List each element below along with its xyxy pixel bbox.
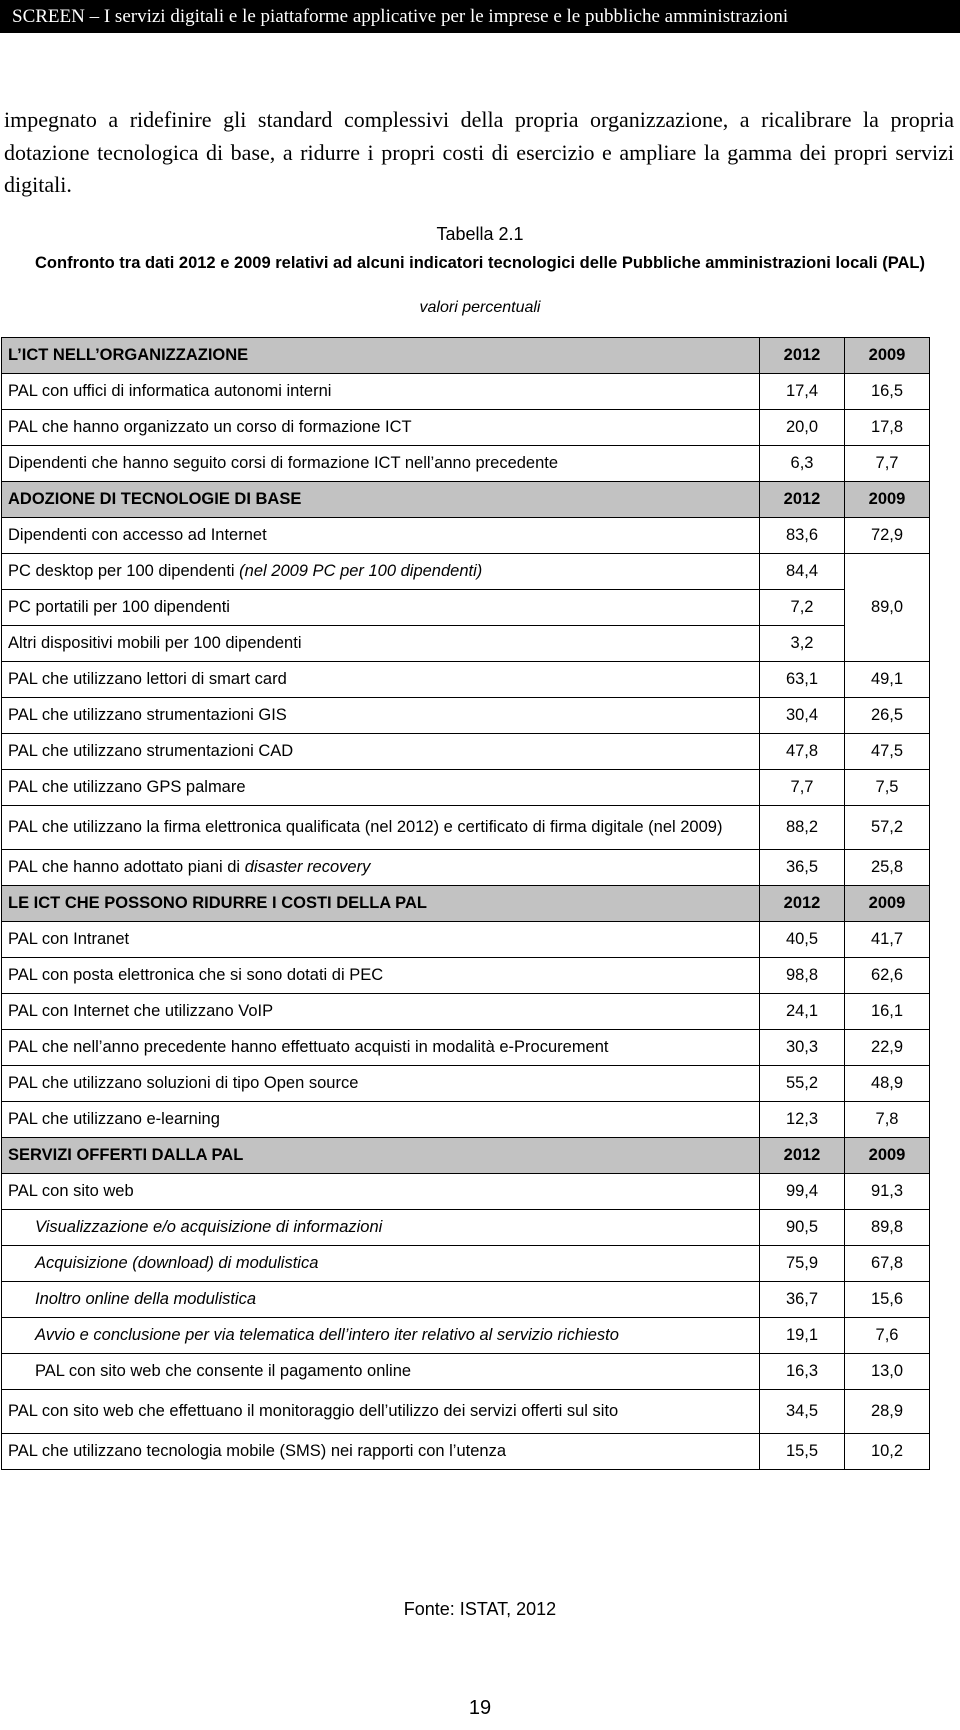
value-2012: 63,1	[760, 662, 845, 698]
column-header-2009: 2009	[845, 1138, 930, 1174]
row-label: PC portatili per 100 dipendenti	[2, 590, 760, 626]
row-label	[2, 850, 760, 886]
row-label: PAL che nell’anno precedente hanno effettuato acquisti in modalità e-Procurement	[2, 1030, 760, 1066]
value-2012: 30,4	[760, 698, 845, 734]
row-label-emphasis: disaster recovery	[244, 858, 371, 876]
table-row	[2, 850, 930, 886]
table-row	[2, 1282, 930, 1318]
table-row	[2, 554, 930, 590]
value-2012: 7,7	[760, 770, 845, 806]
indicators-table	[1, 337, 930, 1470]
column-header-2009: 2009	[845, 886, 930, 922]
table-caption-title: Confronto tra dati 2012 e 2009 relativi ad alcuni indicatori tecnologici delle Pubbliche amministrazioni locali (PAL)	[35, 254, 925, 272]
table-row	[2, 698, 930, 734]
row-label: PAL che utilizzano soluzioni di tipo Open source	[2, 1066, 760, 1102]
row-label: Dipendenti con accesso ad Internet	[2, 518, 760, 554]
row-label: PAL con uffici di informatica autonomi interni	[2, 374, 760, 410]
column-header-2012: 2012	[760, 338, 845, 374]
table-row	[2, 410, 930, 446]
section-title: LE ICT CHE POSSONO RIDURRE I COSTI DELLA PAL	[2, 886, 760, 922]
value-2009: 67,8	[845, 1246, 930, 1282]
value-2009: 62,6	[845, 958, 930, 994]
value-2012: 84,4	[760, 554, 845, 590]
value-2009: 16,1	[845, 994, 930, 1030]
row-label: Visualizzazione e/o acquisizione di informazioni	[2, 1210, 760, 1246]
value-2009: 7,7	[845, 446, 930, 482]
value-2012: 24,1	[760, 994, 845, 1030]
value-2009: 47,5	[845, 734, 930, 770]
value-2009: 15,6	[845, 1282, 930, 1318]
table-row	[2, 662, 930, 698]
value-2012: 47,8	[760, 734, 845, 770]
value-2012: 40,5	[760, 922, 845, 958]
value-2012: 36,7	[760, 1282, 845, 1318]
table-row	[2, 590, 930, 626]
row-label: PAL con sito web che consente il pagamento online	[2, 1354, 760, 1390]
table-row	[2, 446, 930, 482]
value-2012: 30,3	[760, 1030, 845, 1066]
value-2012: 3,2	[760, 626, 845, 662]
table-row	[2, 1434, 930, 1470]
row-label: PAL che utilizzano e-learning	[2, 1102, 760, 1138]
value-2009: 25,8	[845, 850, 930, 886]
value-2009: 22,9	[845, 1030, 930, 1066]
table-row	[2, 1174, 930, 1210]
value-2012: 15,5	[760, 1434, 845, 1470]
value-2009: 13,0	[845, 1354, 930, 1390]
page-number: 19	[468, 1697, 492, 1719]
row-label: PAL che utilizzano strumentazioni GIS	[2, 698, 760, 734]
value-2012: 16,3	[760, 1354, 845, 1390]
row-label: PAL con posta elettronica che si sono dotati di PEC	[2, 958, 760, 994]
row-label: Altri dispositivi mobili per 100 dipendenti	[2, 626, 760, 662]
table-caption-label: Tabella 2.1	[436, 224, 524, 244]
value-2009: 41,7	[845, 922, 930, 958]
column-header-2012: 2012	[760, 1138, 845, 1174]
row-label: Dipendenti che hanno seguito corsi di formazione ICT nell’anno precedente	[2, 446, 760, 482]
row-label: PAL che hanno organizzato un corso di formazione ICT	[2, 410, 760, 446]
value-2009: 89,8	[845, 1210, 930, 1246]
column-header-2012: 2012	[760, 886, 845, 922]
value-2012: 17,4	[760, 374, 845, 410]
value-2012: 98,8	[760, 958, 845, 994]
value-2009: 48,9	[845, 1066, 930, 1102]
table-caption-subtitle: valori percentuali	[419, 299, 541, 316]
section-title: L’ICT NELL’ORGANIZZAZIONE	[2, 338, 760, 374]
table-source: Fonte: ISTAT, 2012	[403, 1599, 557, 1619]
table-row	[2, 1210, 930, 1246]
value-2012: 83,6	[760, 518, 845, 554]
row-label: PAL che utilizzano la firma elettronica qualificata (nel 2012) e certificato di firma digitale (nel 2009)	[2, 806, 760, 850]
column-header-2012: 2012	[760, 482, 845, 518]
value-2009: 49,1	[845, 662, 930, 698]
section-header-organizzazione	[2, 338, 930, 374]
table-row	[2, 1066, 930, 1102]
row-label: PAL con sito web che effettuano il monitoraggio dell’utilizzo dei servizi offerti sul sito	[2, 1390, 760, 1434]
table-row	[2, 734, 930, 770]
table-row	[2, 958, 930, 994]
value-2012: 88,2	[760, 806, 845, 850]
table-row	[2, 1030, 930, 1066]
section-header-tecnologie-di-base	[2, 482, 930, 518]
row-label-note: (nel 2009 PC per 100 dipendenti)	[239, 562, 483, 580]
row-label: Inoltro online della modulistica	[2, 1282, 760, 1318]
value-2012: 36,5	[760, 850, 845, 886]
section-header-riduzione-costi	[2, 886, 930, 922]
value-2009: 16,5	[845, 374, 930, 410]
column-header-2009: 2009	[845, 338, 930, 374]
value-2009: 28,9	[845, 1390, 930, 1434]
value-2009: 91,3	[845, 1174, 930, 1210]
value-2012: 90,5	[760, 1210, 845, 1246]
value-2012: 7,2	[760, 590, 845, 626]
row-label: PAL che utilizzano strumentazioni CAD	[2, 734, 760, 770]
value-2012: 20,0	[760, 410, 845, 446]
row-label-text: PAL che hanno adottato piani di	[8, 858, 245, 876]
table-row	[2, 806, 930, 850]
row-label	[2, 554, 760, 590]
table-row	[2, 374, 930, 410]
value-2009: 7,8	[845, 1102, 930, 1138]
value-2009: 57,2	[845, 806, 930, 850]
row-label-text: PC desktop per 100 dipendenti	[8, 562, 240, 580]
row-label: PAL che utilizzano GPS palmare	[2, 770, 760, 806]
section-title: ADOZIONE DI TECNOLOGIE DI BASE	[2, 482, 760, 518]
value-2012: 19,1	[760, 1318, 845, 1354]
table-row	[2, 1102, 930, 1138]
value-2009-merged: 89,0	[845, 554, 930, 662]
table-row	[2, 922, 930, 958]
value-2009: 17,8	[845, 410, 930, 446]
table-row	[2, 1246, 930, 1282]
value-2012: 6,3	[760, 446, 845, 482]
row-label: PAL con sito web	[2, 1174, 760, 1210]
table-row	[2, 518, 930, 554]
value-2012: 99,4	[760, 1174, 845, 1210]
value-2012: 12,3	[760, 1102, 845, 1138]
value-2009: 72,9	[845, 518, 930, 554]
row-label: PAL che utilizzano lettori di smart card	[2, 662, 760, 698]
document-header: SCREEN – I servizi digitali e le piattaforme applicative per le imprese e le pubbliche amministrazioni	[0, 0, 960, 33]
column-header-2009: 2009	[845, 482, 930, 518]
value-2009: 10,2	[845, 1434, 930, 1470]
table-row	[2, 1354, 930, 1390]
section-header-servizi	[2, 1138, 930, 1174]
body-paragraph: impegnato a ridefinire gli standard complessivi della propria organizzazione, a ricalibrare la propria dotazione tecnologica di base, a ridurre i propri costi di esercizio e ampliare la gamma dei propri servizi digitali.	[4, 107, 954, 197]
table-row	[2, 770, 930, 806]
value-2009: 26,5	[845, 698, 930, 734]
row-label: PAL con Internet che utilizzano VoIP	[2, 994, 760, 1030]
value-2009: 7,6	[845, 1318, 930, 1354]
row-label: PAL con Intranet	[2, 922, 760, 958]
table-row	[2, 994, 930, 1030]
row-label: PAL che utilizzano tecnologia mobile (SMS) nei rapporti con l’utenza	[2, 1434, 760, 1470]
table-row	[2, 1318, 930, 1354]
table-row	[2, 1390, 930, 1434]
row-label: Avvio e conclusione per via telematica dell’intero iter relativo al servizio richiesto	[2, 1318, 760, 1354]
value-2012: 34,5	[760, 1390, 845, 1434]
row-label: Acquisizione (download) di modulistica	[2, 1246, 760, 1282]
value-2009: 7,5	[845, 770, 930, 806]
value-2012: 75,9	[760, 1246, 845, 1282]
value-2012: 55,2	[760, 1066, 845, 1102]
table-row	[2, 626, 930, 662]
section-title: SERVIZI OFFERTI DALLA PAL	[2, 1138, 760, 1174]
